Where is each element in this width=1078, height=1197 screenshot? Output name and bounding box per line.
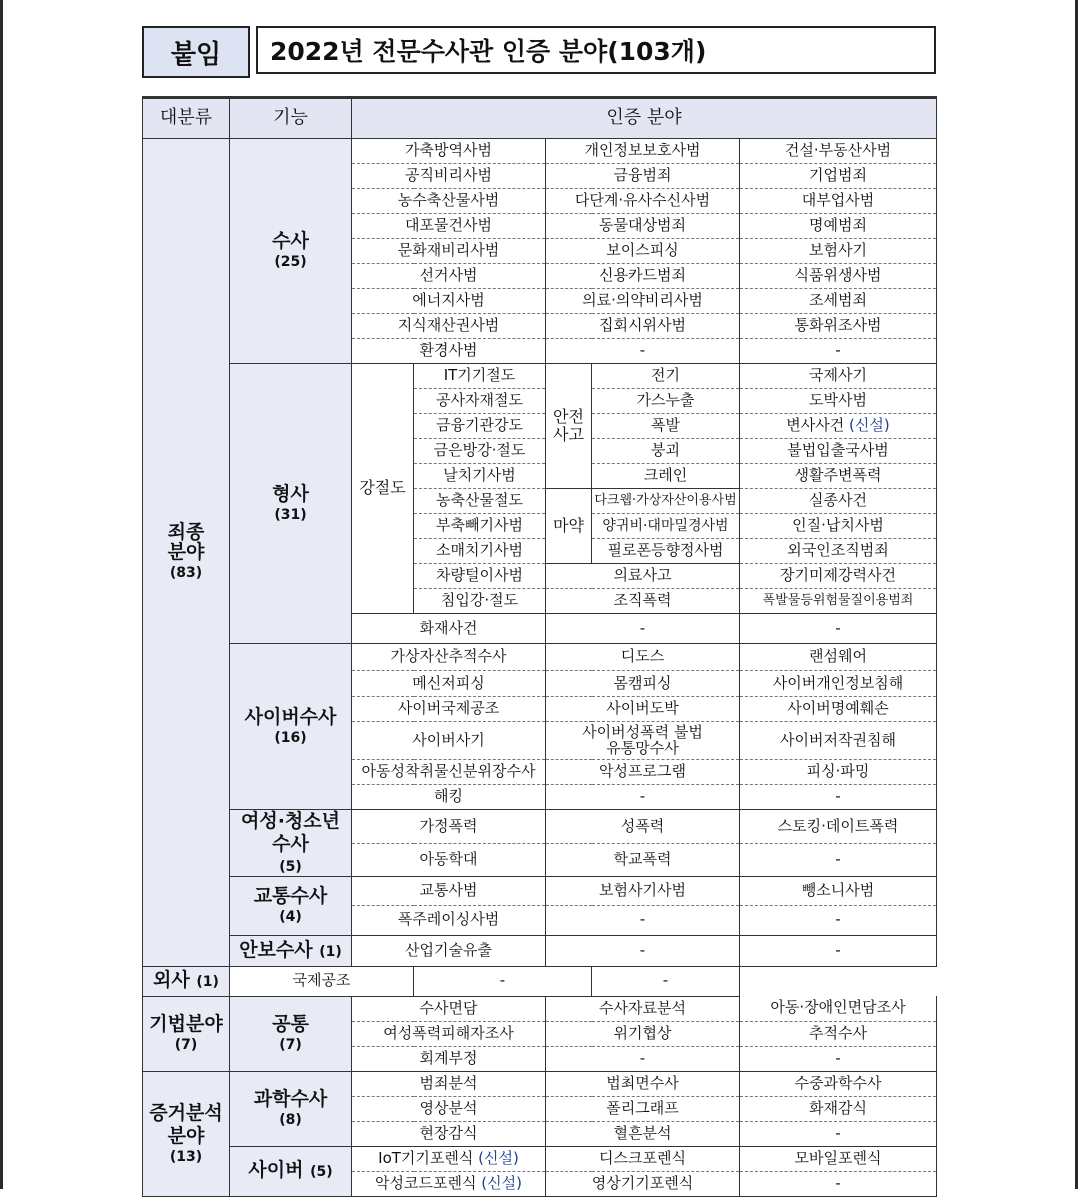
field-cell: 디스크포렌식 bbox=[546, 1146, 740, 1171]
sub-drug: 마약 bbox=[546, 489, 592, 564]
field-cell: - bbox=[546, 905, 740, 935]
field-cell: 의료사고 bbox=[546, 564, 740, 589]
major-evidence-count: (13) bbox=[169, 1149, 203, 1166]
field-cell: 스토킹·데이트폭력 bbox=[740, 810, 937, 844]
field-cell: 회계부정 bbox=[352, 1046, 546, 1071]
field-cell: 가정폭력 bbox=[352, 810, 546, 844]
field-cell: 다크웹·가상자산이용사범 bbox=[592, 489, 740, 514]
field-cell: 아동학대 bbox=[352, 843, 546, 876]
field-cell: 전기 bbox=[592, 364, 740, 389]
function-common bbox=[230, 996, 352, 1071]
field-cell: 집회시위사범 bbox=[546, 314, 740, 339]
field-cell: 공사자재절도 bbox=[414, 389, 546, 414]
field-cell: 실종사건 bbox=[740, 489, 937, 514]
field-cell: 학교폭력 bbox=[546, 843, 740, 876]
field-cell: 가축방역사범 bbox=[352, 139, 546, 164]
field-cell: 사이버도박 bbox=[546, 697, 740, 722]
function-evidence-cyber-label: 사이버 bbox=[248, 1159, 304, 1182]
field-cell: 외국인조직범죄 bbox=[740, 539, 937, 564]
new-tag: (신설) bbox=[478, 1148, 519, 1167]
function-cyber bbox=[230, 644, 352, 810]
field-cell: - bbox=[740, 339, 937, 364]
field-cell: 폭발물등위험물질이용범죄 bbox=[740, 589, 937, 614]
major-crime bbox=[143, 139, 230, 967]
function-hyeongsa-label: 형사 bbox=[272, 482, 309, 505]
field-cell: 기업범죄 bbox=[740, 164, 937, 189]
field-cell: 침입강·절도 bbox=[414, 589, 546, 614]
sub-safety bbox=[546, 364, 592, 489]
new-tag: (신설) bbox=[849, 416, 890, 435]
field-cell: 금융범죄 bbox=[546, 164, 740, 189]
function-women-count: (5) bbox=[279, 858, 302, 875]
field-cell: 날치기사범 bbox=[414, 464, 546, 489]
function-foreign-label: 외사 bbox=[153, 969, 190, 992]
field-cell: 아동성착취물신분위장수사 bbox=[352, 760, 546, 785]
field-cell: 대부업사범 bbox=[740, 189, 937, 214]
function-cyber-label: 사이버수사 bbox=[244, 705, 337, 728]
function-common-count: (7) bbox=[279, 1036, 302, 1053]
new-tag: (신설) bbox=[481, 1173, 522, 1192]
field-cell: 크레인 bbox=[592, 464, 740, 489]
function-women bbox=[230, 810, 352, 877]
field-cell: 국제공조 bbox=[230, 966, 414, 996]
function-susa-label: 수사 bbox=[272, 230, 309, 253]
field-cell: 사이버명예훼손 bbox=[740, 697, 937, 722]
field-cell: 조세범죄 bbox=[740, 289, 937, 314]
field-cell: 몸캠피싱 bbox=[546, 671, 740, 697]
field-cell: 수사자료분석 bbox=[546, 996, 740, 1021]
function-security-count: (1) bbox=[319, 943, 342, 960]
field-cell: 붕괴 bbox=[592, 439, 740, 464]
field-cell: 식품위생사범 bbox=[740, 264, 937, 289]
function-science bbox=[230, 1071, 352, 1146]
field-cell: - bbox=[740, 905, 937, 935]
field-cell bbox=[546, 722, 740, 760]
field-cell: 필로폰등향정사범 bbox=[592, 539, 740, 564]
field-cell: - bbox=[546, 614, 740, 644]
field-cell: 금은방강·절도 bbox=[414, 439, 546, 464]
major-technique-label: 기법분야 bbox=[149, 1012, 223, 1035]
field-text: 사이버성폭력 불법유통망수사 bbox=[582, 722, 703, 757]
field-cell: IT기기절도 bbox=[414, 364, 546, 389]
left-edge bbox=[0, 0, 3, 1189]
field-cell: 조직폭력 bbox=[546, 589, 740, 614]
field-cell: 화재감식 bbox=[740, 1096, 937, 1121]
field-cell: 공직비리사범 bbox=[352, 164, 546, 189]
field-cell: 부축빼기사범 bbox=[414, 514, 546, 539]
document-title: 2022년 전문수사관 인증 분야(103개) bbox=[256, 26, 936, 74]
field-text: 악성코드포렌식 bbox=[375, 1173, 477, 1192]
attachment-badge: 붙임 bbox=[142, 26, 250, 78]
field-cell: - bbox=[740, 843, 937, 876]
function-foreign bbox=[143, 966, 230, 996]
field-cell: 아동·장애인면담조사 bbox=[740, 996, 937, 1021]
function-hyeongsa bbox=[230, 364, 352, 644]
field-text: IoT기기포렌식 bbox=[378, 1148, 474, 1167]
field-cell: - bbox=[740, 1121, 937, 1146]
field-cell: - bbox=[546, 785, 740, 810]
field-cell: 랜섬웨어 bbox=[740, 644, 937, 671]
function-susa-count: (25) bbox=[274, 254, 307, 271]
function-women-label: 여성·청소년 수사 bbox=[241, 810, 340, 855]
field-cell: 환경사범 bbox=[352, 339, 546, 364]
field-cell: 개인정보보호사범 bbox=[546, 139, 740, 164]
title-row bbox=[142, 26, 936, 76]
field-cell: 영상기기포렌식 bbox=[546, 1171, 740, 1196]
sub-gangjeoldo: 강절도 bbox=[352, 364, 414, 614]
field-cell: 생활주변폭력 bbox=[740, 464, 937, 489]
field-cell: 현장감식 bbox=[352, 1121, 546, 1146]
field-cell: 추적수사 bbox=[740, 1021, 937, 1046]
field-cell: 지식재산권사범 bbox=[352, 314, 546, 339]
field-cell: - bbox=[740, 1171, 937, 1196]
function-common-label: 공통 bbox=[272, 1012, 309, 1035]
field-cell: - bbox=[740, 1046, 937, 1071]
field-cell-new bbox=[352, 1146, 546, 1171]
field-cell: 피싱·파밍 bbox=[740, 760, 937, 785]
function-traffic bbox=[230, 876, 352, 935]
function-science-label: 과학수사 bbox=[253, 1087, 328, 1110]
field-cell: 양귀비·대마밀경사범 bbox=[592, 514, 740, 539]
function-security-label: 안보수사 bbox=[239, 938, 313, 961]
field-cell: 수중과학수사 bbox=[740, 1071, 937, 1096]
field-cell: 교통사범 bbox=[352, 876, 546, 905]
certification-table bbox=[142, 96, 937, 1197]
field-cell: 보험사기사범 bbox=[546, 876, 740, 905]
field-cell: 불법입출국사범 bbox=[740, 439, 937, 464]
field-cell: 모바일포렌식 bbox=[740, 1146, 937, 1171]
field-cell: 해킹 bbox=[352, 785, 546, 810]
field-cell: 뺑소니사범 bbox=[740, 876, 937, 905]
field-text: 변사사건 bbox=[786, 416, 845, 435]
field-cell: 선거사범 bbox=[352, 264, 546, 289]
field-cell: 화재사건 bbox=[352, 614, 546, 644]
field-cell: 장기미제강력사건 bbox=[740, 564, 937, 589]
field-cell: 성폭력 bbox=[546, 810, 740, 844]
function-security bbox=[230, 935, 352, 966]
header-function: 기능 bbox=[230, 98, 352, 139]
field-cell: 혈흔분석 bbox=[546, 1121, 740, 1146]
major-crime-label: 죄종 분야 bbox=[167, 521, 205, 564]
field-cell: 메신저피싱 bbox=[352, 671, 546, 697]
major-evidence-label: 증거분석 분야 bbox=[149, 1101, 223, 1147]
field-cell: 여성폭력피해자조사 bbox=[352, 1021, 546, 1046]
function-susa bbox=[230, 139, 352, 364]
field-cell: 신용카드범죄 bbox=[546, 264, 740, 289]
function-traffic-count: (4) bbox=[279, 908, 302, 925]
field-cell: 의료·의약비리사범 bbox=[546, 289, 740, 314]
field-cell: 보험사기 bbox=[740, 239, 937, 264]
sub-safety-label: 안전 사고 bbox=[553, 406, 584, 444]
field-cell: - bbox=[546, 935, 740, 966]
field-cell: 다단계·유사수신사범 bbox=[546, 189, 740, 214]
field-cell: 악성프로그램 bbox=[546, 760, 740, 785]
major-evidence bbox=[143, 1071, 230, 1196]
header-major: 대분류 bbox=[143, 98, 230, 139]
major-technique-count: (7) bbox=[174, 1036, 198, 1053]
field-cell: 폭발 bbox=[592, 414, 740, 439]
field-cell: 디도스 bbox=[546, 644, 740, 671]
field-cell: - bbox=[414, 966, 592, 996]
field-cell-new bbox=[740, 414, 937, 439]
field-cell: 영상분석 bbox=[352, 1096, 546, 1121]
field-cell: 금융기관강도 bbox=[414, 414, 546, 439]
function-foreign-count: (1) bbox=[196, 974, 219, 991]
field-cell: - bbox=[740, 614, 937, 644]
function-evidence-cyber-count: (5) bbox=[310, 1164, 333, 1181]
field-cell: 건설·부동산사범 bbox=[740, 139, 937, 164]
field-cell: - bbox=[546, 1046, 740, 1071]
field-cell: 사이버개인정보침해 bbox=[740, 671, 937, 697]
major-technique bbox=[143, 996, 230, 1071]
field-cell: 법최면수사 bbox=[546, 1071, 740, 1096]
field-cell: 문화재비리사범 bbox=[352, 239, 546, 264]
field-cell: - bbox=[740, 785, 937, 810]
field-cell: 보이스피싱 bbox=[546, 239, 740, 264]
field-cell: 인질·납치사범 bbox=[740, 514, 937, 539]
field-cell: 수사면담 bbox=[352, 996, 546, 1021]
field-cell: 에너지사범 bbox=[352, 289, 546, 314]
field-cell: - bbox=[546, 339, 740, 364]
field-cell: 위기협상 bbox=[546, 1021, 740, 1046]
field-cell: 폭주레이싱사범 bbox=[352, 905, 546, 935]
field-cell: - bbox=[740, 935, 937, 966]
field-cell: 산업기술유출 bbox=[352, 935, 546, 966]
field-cell: 농수축산물사범 bbox=[352, 189, 546, 214]
field-cell: - bbox=[592, 966, 740, 996]
field-cell: 사이버국제공조 bbox=[352, 697, 546, 722]
field-cell: 통화위조사범 bbox=[740, 314, 937, 339]
header-fields: 인증 분야 bbox=[352, 98, 937, 139]
function-traffic-label: 교통수사 bbox=[253, 884, 328, 907]
field-cell: 가상자산추적수사 bbox=[352, 644, 546, 671]
field-cell: 대포물건사범 bbox=[352, 214, 546, 239]
field-cell: 명예범죄 bbox=[740, 214, 937, 239]
field-cell: 사이버저작권침해 bbox=[740, 722, 937, 760]
field-cell: 국제사기 bbox=[740, 364, 937, 389]
field-cell: 차량털이사범 bbox=[414, 564, 546, 589]
field-cell: 범죄분석 bbox=[352, 1071, 546, 1096]
field-cell: 폴리그래프 bbox=[546, 1096, 740, 1121]
function-hyeongsa-count: (31) bbox=[274, 506, 307, 523]
field-cell: 농축산물절도 bbox=[414, 489, 546, 514]
major-crime-count: (83) bbox=[169, 565, 203, 582]
field-cell: 소매치기사범 bbox=[414, 539, 546, 564]
field-cell: 사이버사기 bbox=[352, 722, 546, 760]
field-cell: 가스누출 bbox=[592, 389, 740, 414]
function-science-count: (8) bbox=[279, 1111, 302, 1128]
function-cyber-count: (16) bbox=[274, 729, 307, 746]
field-cell-new bbox=[352, 1171, 546, 1196]
field-cell: 도박사범 bbox=[740, 389, 937, 414]
field-cell: 동물대상범죄 bbox=[546, 214, 740, 239]
